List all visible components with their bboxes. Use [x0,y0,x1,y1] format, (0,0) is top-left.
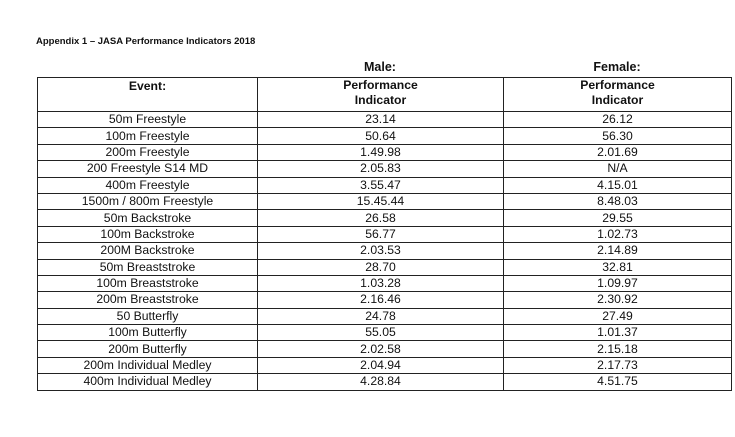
table-row [38,128,732,144]
table-row [38,374,732,390]
female-indicator-cell: 29.55 [504,210,732,226]
event-cell: 200m Individual Medley [38,357,258,373]
table-row [38,308,732,324]
table-row [38,226,732,242]
female-indicator-cell: 8.48.03 [504,193,732,209]
male-indicator-cell: 2.16.46 [258,292,504,308]
male-indicator-cell: 3.55.47 [258,177,504,193]
male-indicator-cell: 4.28.84 [258,374,504,390]
male-indicator-cell: 28.70 [258,259,504,275]
female-indicator-cell: 1.09.97 [504,275,732,291]
male-column-label: Male: [364,60,396,74]
male-indicator-cell: 1.03.28 [258,275,504,291]
event-cell: 100m Butterfly [38,325,258,341]
event-cell: 50m Freestyle [38,112,258,128]
table-row [38,341,732,357]
event-cell: 100m Backstroke [38,226,258,242]
table-row [38,193,732,209]
male-indicator-cell: 2.04.94 [258,357,504,373]
table-row [38,210,732,226]
male-header-line1: Performance [343,78,418,92]
male-indicator-cell: 55.05 [258,325,504,341]
event-cell: 200m Breaststroke [38,292,258,308]
male-indicator-cell: 26.58 [258,210,504,226]
male-indicator-cell: 1.49.98 [258,144,504,160]
table-row [38,243,732,259]
female-indicator-cell: 4.15.01 [504,177,732,193]
female-indicator-cell: 2.01.69 [504,144,732,160]
table-row [38,325,732,341]
female-indicator-cell: 32.81 [504,259,732,275]
male-indicator-cell: 15.45.44 [258,193,504,209]
event-cell: 200m Butterfly [38,341,258,357]
female-header-line1: Performance [580,78,655,92]
male-indicator-cell: 50.64 [258,128,504,144]
event-cell: 50m Breaststroke [38,259,258,275]
female-indicator-cell: 2.30.92 [504,292,732,308]
table-row [38,357,732,373]
female-indicator-cell: 2.17.73 [504,357,732,373]
event-cell: 1500m / 800m Freestyle [38,193,258,209]
document-heading: Appendix 1 – JASA Performance Indicators 2018 [36,36,256,47]
female-indicator-cell: 4.51.75 [504,374,732,390]
male-indicator-cell: 2.05.83 [258,161,504,177]
event-cell: 400m Freestyle [38,177,258,193]
table-row [38,112,732,128]
female-indicator-cell: 1.01.37 [504,325,732,341]
event-cell: 100m Breaststroke [38,275,258,291]
table-row [38,275,732,291]
event-cell: 200m Freestyle [38,144,258,160]
male-indicator-cell: 56.77 [258,226,504,242]
female-indicator-cell: 1.02.73 [504,226,732,242]
event-cell: 100m Freestyle [38,128,258,144]
female-indicator-cell: 27.49 [504,308,732,324]
male-indicator-cell: 24.78 [258,308,504,324]
male-indicator-header [258,78,504,112]
event-cell: 50 Butterfly [38,308,258,324]
male-indicator-cell: 2.02.58 [258,341,504,357]
event-cell: 200M Backstroke [38,243,258,259]
male-indicator-cell: 23.14 [258,112,504,128]
female-header-line2: Indicator [591,93,644,107]
event-cell: 400m Individual Medley [38,374,258,390]
performance-indicators-table [37,77,732,391]
female-indicator-cell: 26.12 [504,112,732,128]
male-header-line2: Indicator [354,93,407,107]
event-cell: 50m Backstroke [38,210,258,226]
female-indicator-cell: 56.30 [504,128,732,144]
event-cell: 200 Freestyle S14 MD [38,161,258,177]
table-header-row [38,78,732,112]
event-header: Event: [38,78,258,112]
male-indicator-cell: 2.03.53 [258,243,504,259]
table-row [38,177,732,193]
female-column-label: Female: [593,60,641,74]
table-row [38,259,732,275]
female-indicator-cell: 2.15.18 [504,341,732,357]
female-indicator-cell: N/A [504,161,732,177]
female-indicator-header [504,78,732,112]
table-row [38,144,732,160]
table-row [38,161,732,177]
female-indicator-cell: 2.14.89 [504,243,732,259]
table-row [38,292,732,308]
